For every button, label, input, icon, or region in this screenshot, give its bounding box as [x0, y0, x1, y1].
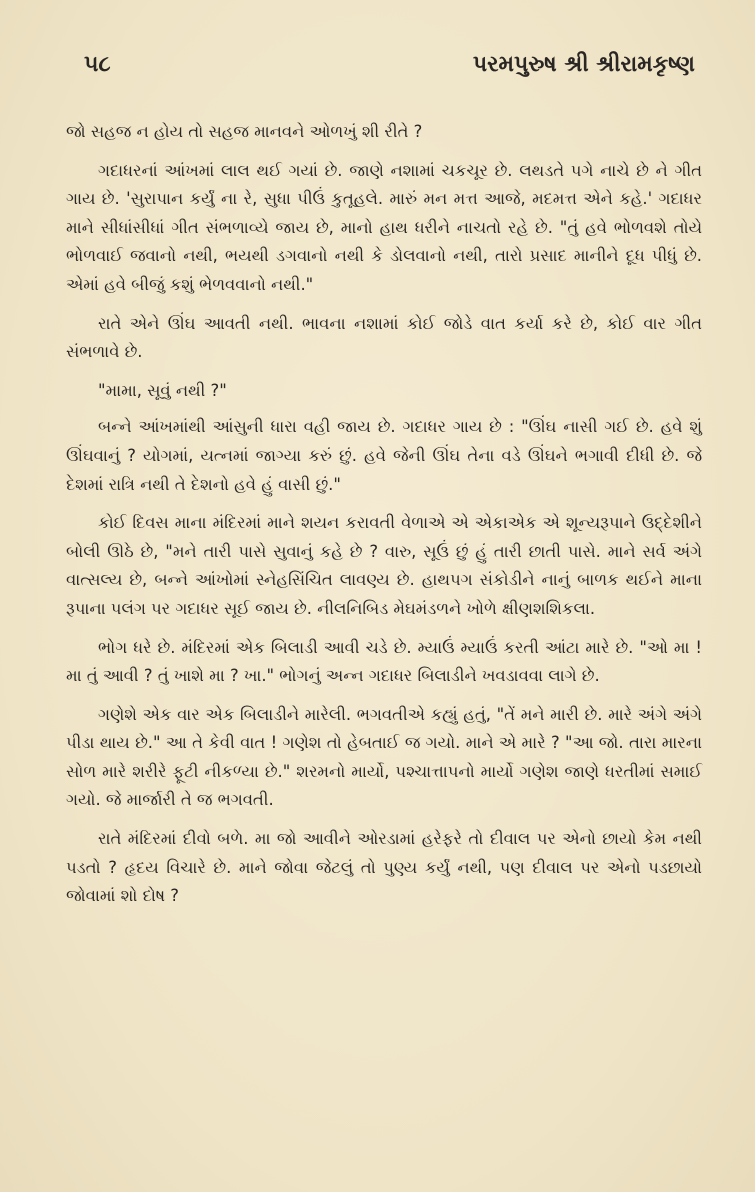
paragraph: "મામા, સૂવું નથી ?" [98, 380, 227, 400]
paragraph: ગણેશે એક વાર એક બિલાડીને મારેલી. ભગવતીએ કહ્યું હતું, "તેં મને મારી છે. મારે અંગે અંગે પીડા થાય છે." આ તે કેવી વાત ! ગણેશ તો હેબતાઈ જ ગયો. માને એ મારે ? "આ જો. તારા મારના સોળ મારે શરીરે ફૂટી નીકળ્યા છે." શરમનો માર્યો, પશ્ચાત્તાપનો માર્યો ગણેશ જાણે ધરતીમાં સમાઈ ગયો. જે માર્જારી તે જ ભગવતી. [66, 704, 702, 810]
running-head: પરમપુરુષ શ્રી શ્રીરામકૃષ્ણ [472, 52, 695, 77]
paragraph: રાતે એને ઊંઘ આવતી નથી. ભાવના નશામાં કોઈ જોડે વાત કર્યા કરે છે, કોઈ વાર ગીત સંભળાવે છે. [66, 313, 702, 362]
body-text [66, 118, 702, 921]
paragraph: જો સહજ ન હોય તો સહજ માનવને ઓળખું શી રીતે ? [66, 122, 423, 141]
paragraph: ભોગ ધરે છે. મંદિરમાં એક બિલાડી આવી ચડે છે. મ્યાઉં મ્યાઉં કરતી આંટા મારે છે. "ઓ મા ! મા તું આવી ? તું ખાશે મા ? ખા." ભોગનું અન્ન ગદાધર બિલાડીને ખવડાવવા લાગે છે. [66, 637, 702, 686]
paragraph: ગદાધરનાં આંખમાં લાલ થઈ ગયાં છે. જાણે નશામાં ચકચૂર છે. લથડતે પગે નાચે છે ને ગીત ગાય છે. 'સુરાપાન કર્યું ના રે, સુધા પીઉં કુતૂહલે. મારું મન મત્ત આજે, મદમત્ત એને કહે.' ગદાધર માને સીધાંસીધાં ગીત સંભળાવ્યે જાય છે, માનો હાથ ધરીને નાચતો રહે છે. "તું હવે ભોળવશે તોયે ભોળવાઈ જવાનો નથી, ભયથી ડગવાનો નથી કે ડોલવાનો નથી, તારો પ્રસાદ માનીને દૂધ પીધું છે. એમાં હવે બીજું કશું ભેળવવાનો નથી." [66, 160, 702, 294]
page-header [84, 52, 695, 92]
paragraph: રાતે મંદિરમાં દીવો બળે. મા જો આવીને ઓરડામાં હરેફરે તો દીવાલ પર એનો છાયો કેમ નથી પડતો ? હૃદય વિચારે છે. માને જોવા જેટલું તો પુણ્ય કર્યું નથી, પણ દીવાલ પર એનો પડછાયો જોવામાં શો દોષ ? [66, 829, 702, 906]
paragraph: બન્ને આંખમાંથી આંસુની ધારા વહી જાય છે. ગદાધર ગાય છે : "ઊંઘ નાસી ગઈ છે. હવે શું ઊંઘવાનું ? યોગમાં, યત્નમાં જાગ્યા કરું છું. હવે જેની ઊંઘ તેના વડે ઊંઘને ભગાવી દીધી છે. જે દેશમાં રાત્રિ નથી તે દેશનો હવે હું વાસી છું." [66, 417, 702, 494]
page-number: ૫૮ [84, 52, 111, 77]
paragraph: કોઈ દિવસ માના મંદિરમાં માને શયન કરાવતી વેળાએ એ એકાએક એ શૂન્યરૂપાને ઉદ્દેશીને બોલી ઊઠે છે, "મને તારી પાસે સુવાનું કહે છે ? વારુ, સૂઉં છું હું તારી છાતી પાસે. માને સર્વ અંગે વાત્સલ્ય છે, બન્ને આંખોમાં સ્નેહસિંચિત લાવણ્ય છે. હાથપગ સંકોડીને નાનું બાળક થઈને માના રૂપાના પલંગ પર ગદાધર સૂઈ જાય છે. નીલનિબિડ મેઘમંડળને ખોળે ક્ષીણશશિકલા. [66, 513, 702, 618]
